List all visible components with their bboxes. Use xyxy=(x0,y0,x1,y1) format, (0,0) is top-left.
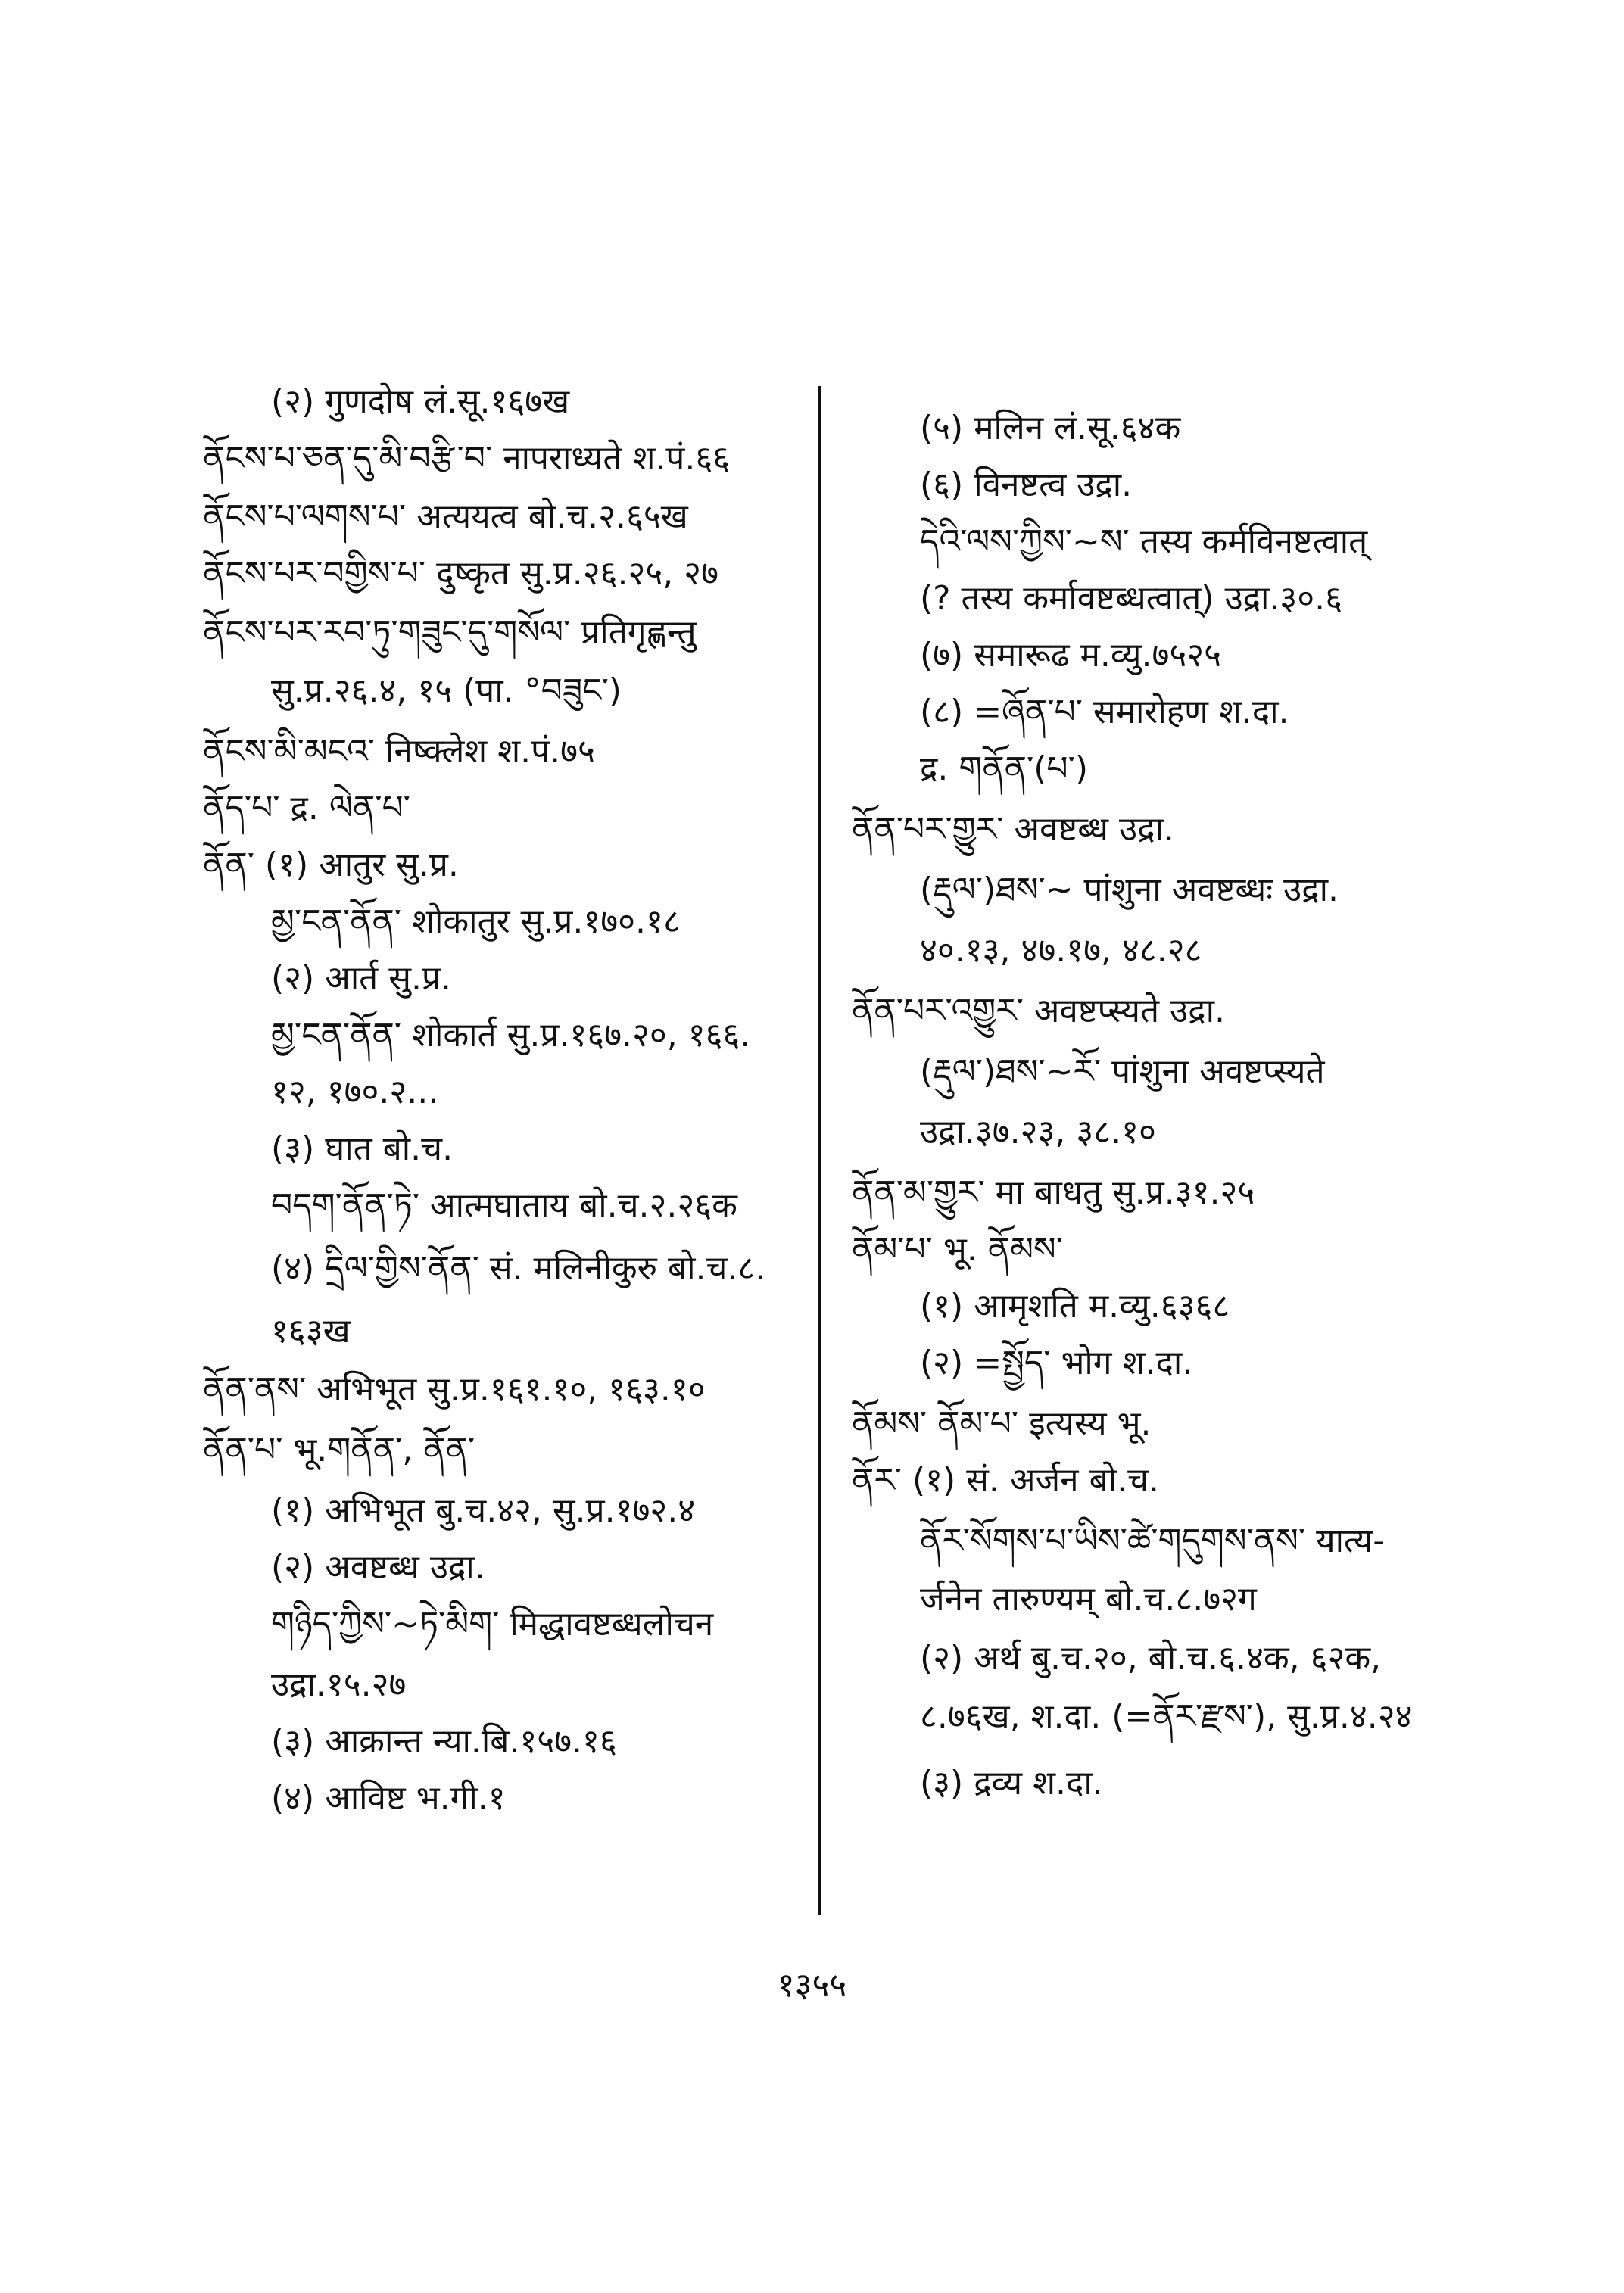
entry-line: མྱ་ངན་ནོན་ शोकार्त सु.प्र.१६७.२०, १६६. xyxy=(271,1016,751,1055)
entry-line: མྱ་ངན་ནོན་ शोकातुर सु.प्र.१७०.१८ xyxy=(271,902,681,941)
entry-line: (२) अवष्टब्ध उद्रा. xyxy=(271,1548,485,1587)
entry-line: (? तस्य कर्मावष्टब्धत्वात्) उद्रा.३०.६ xyxy=(920,579,1342,618)
entry-line: द्र. གནོན་(པ་) xyxy=(920,749,1089,788)
entry-line: ནོད་པ་ द्र. ལེན་པ་ xyxy=(203,789,410,827)
page-number: १३५५ xyxy=(777,1966,847,2005)
entry-line: ནོངས་པ་ཅན་དུ་མི་བརྩི་བ་ नापराध्यते श.पं.६६ xyxy=(203,439,731,478)
entry-line: ४०.१३, ४७.१७, ४८.२८ xyxy=(920,931,1202,970)
entry-line: ནོངས་པར་རབ་ཏུ་གཟུང་དུ་གསོལ་ प्रतिगृह्णन्तु xyxy=(203,613,697,652)
entry-line: (२) =སྤྱོད་ भोग श.दा. xyxy=(920,1344,1193,1382)
entry-line: (६) विनष्टत्व उद्रा. xyxy=(920,466,1133,504)
entry-line: ནོངས་མི་མངའ་ निष्क्लेश श.पं.७५ xyxy=(203,732,595,771)
entry-line: ནོན་པར་གྱུར་ अवष्टब्ध उद्रा. xyxy=(852,810,1174,849)
entry-line: १६३ख xyxy=(271,1312,351,1351)
entry-line: (७) समारूढ म.व्यु.७५२५ xyxy=(920,636,1221,675)
entry-line: र्जनेन तारुण्यम् बो.च.८.७२ग xyxy=(920,1580,1257,1618)
entry-line: ནོན་མ་གྱུར་ मा बाधतु सु.प्र.३१.२५ xyxy=(852,1173,1255,1212)
entry-line: (४) आविष्ट भ.गी.१ xyxy=(271,1779,506,1818)
entry-line: ནོན་པར་འགྱུར་ अवष्टप्स्यते उद्रा. xyxy=(852,992,1225,1030)
entry-line: ནོམ་པ་ भू. ནོམས་ xyxy=(852,1230,1063,1269)
entry-line: ནོན་ནས་ अभिभूत सु.प्र.१६१.१०, १६३.१० xyxy=(203,1370,706,1409)
entry-line: ནོངས་པ་ལགས་པ་ अत्ययत्व बो.च.२.६५ख xyxy=(203,497,688,536)
column-divider xyxy=(818,386,821,1915)
entry-line: सु.प्र.२६.४, १५ (पा. °བཟུང་) xyxy=(271,671,622,710)
entry-line: उद्रा.१५.२७ xyxy=(271,1665,407,1704)
entry-line: ནོམས་ ནོམ་པ་ इत्यस्य भू. xyxy=(852,1404,1152,1443)
entry-line: ནོར་ (१) सं. अर्जन बो.च. xyxy=(852,1461,1160,1500)
entry-line: ནོར་སོགས་པ་ཡིས་ཚེ་གདུགས་ནས་ यात्य- xyxy=(920,1522,1386,1560)
entry-line: (५) मलिन लं.सू.६४क xyxy=(920,409,1181,447)
entry-line: ८.७६ख, श.दा. (=ནོར་རྫས་), सु.प्र.४.२४ xyxy=(920,1697,1413,1736)
entry-line: (རྡུལ་)ཐས་~རོ་ पांशुना अवष्टप्स्यते xyxy=(920,1052,1325,1091)
entry-line: (२) अर्थ बु.च.२०, बो.च.६.४क, ६२क, xyxy=(920,1639,1382,1678)
entry-line: (८) =ཞོན་པ་ समारोहण श.दा. xyxy=(920,693,1289,731)
entry-line: १२, १७०.२... xyxy=(271,1073,439,1111)
entry-line: (१) आमृशति म.व्यु.६३६८ xyxy=(920,1287,1230,1326)
entry-line: གཉིད་ཀྱིས་~ཏེ་མིག་ मिद्धावष्टब्धलोचन xyxy=(271,1605,714,1643)
entry-line: (३) घात बो.च. xyxy=(271,1129,454,1168)
entry-line: དེའི་ལས་ཀྱིས་~ས་ तस्य कर्मविनष्टत्वात् xyxy=(920,522,1368,561)
entry-line: (२) आर्त सु.प्र. xyxy=(271,959,451,998)
entry-line: ནོངས་པར་བགྱིས་པ་ दुष्कृत सु.प्र.२६.२५, २७ xyxy=(203,554,718,593)
entry-line: (३) द्रव्य श.दा. xyxy=(920,1764,1103,1802)
entry-line: བདག་ནོན་ཏེ་ आत्मघाताय बो.च.२.२६क xyxy=(271,1186,737,1225)
entry-line: (१) अभिभूत बु.च.४२, सु.प्र.१७२.४ xyxy=(271,1491,696,1530)
entry-line: (རྡུལ་)ཐས་~ पांशुना अवष्टब्धः उद्रा. xyxy=(920,871,1339,909)
entry-line: ནོན་ (१) आतुर सु.प्र. xyxy=(203,846,459,884)
entry-line: ནོན་པ་ भू.གནོན་, ནོན་ xyxy=(203,1431,475,1469)
entry-line: उद्रा.३७.२३, ३८.१० xyxy=(920,1113,1156,1151)
entry-line: (४) དྲིལ་གྱིས་ནོན་ सं. मलिनीकुरु बो.च.८. xyxy=(271,1249,766,1288)
entry-line: (२) गुणदोष लं.सू.१६७ख xyxy=(271,382,570,421)
entry-line: (३) आक्रान्त न्या.बि.१५७.१६ xyxy=(271,1722,617,1761)
